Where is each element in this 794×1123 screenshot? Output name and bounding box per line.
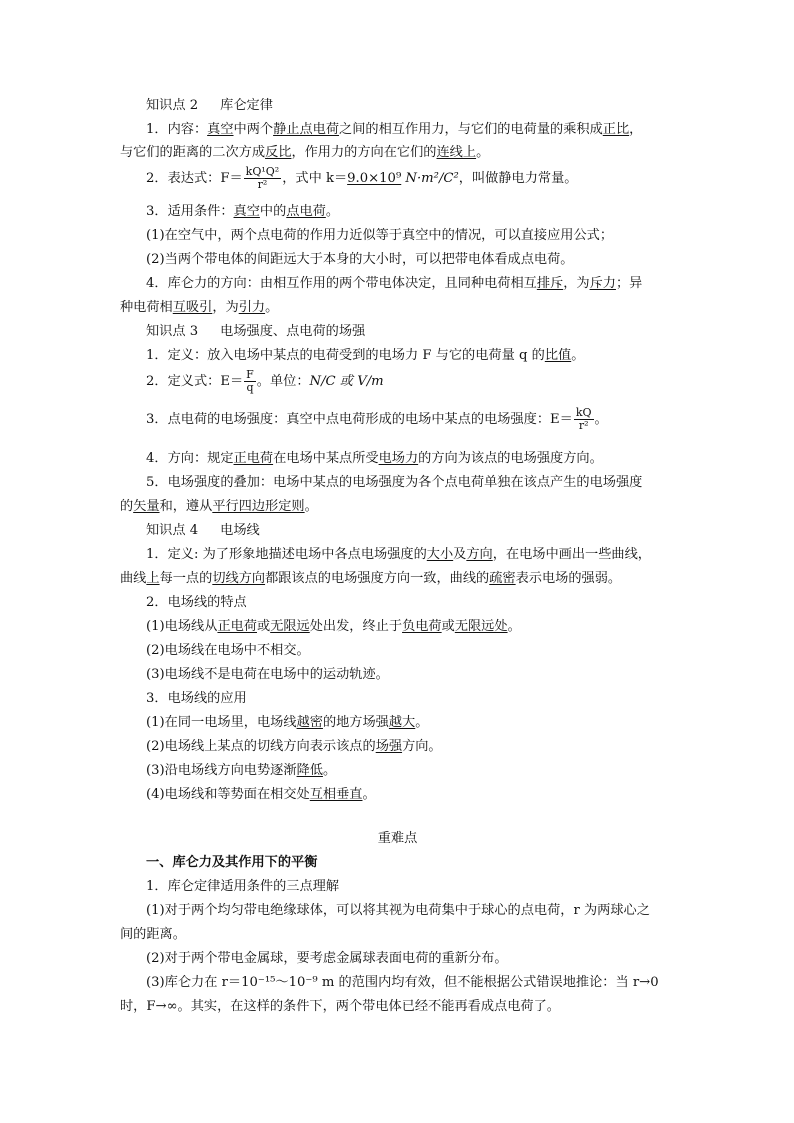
key-point-3a: (3)库仑力在 r＝10⁻¹⁵～10⁻⁹ m 的范围内均有效，但不能根据公式错误地推论：当 r→0 (146, 975, 659, 990)
k2-note-2: (2)当两个带电体的间距远大于本身的大小时，可以把带电体看成点电荷。 (146, 252, 574, 267)
k2-direction-line2: 种电荷相互吸引，为引力。 (120, 300, 279, 315)
key-section-1: 一、库仑力及其作用下的平衡 (146, 855, 318, 870)
section-title-k4: 知识点 4 电场线 (146, 523, 260, 538)
k2-note-1: (1)在空气中，两个点电荷的作用力近似等于真空中的情况，可以直接应用公式； (146, 228, 614, 243)
key-point-2: (2)对于两个带电金属球，要考虑金属球表面电荷的重新分布。 (146, 951, 508, 966)
k2-formula-line: 2．表达式：F＝ $\frac{\text{kQ¹Q²}}{\text{r²}}$ ，式中 k＝9.0×10⁹ N·m²/C²，叫做静电力常量。 (146, 165, 578, 192)
k4-application-3: (3)沿电场线方向电势逐渐降低。 (146, 763, 337, 778)
k3-superposition-line2: 的矢量和，遵从平行四边形定则。 (120, 499, 318, 514)
field-formula-fraction: $\frac{F}{q}$ (246, 368, 254, 395)
k2-content-line2: 与它们的距离的二次方成反比，作用力的方向在它们的连线上。 (120, 145, 490, 160)
k3-superposition-line1: 5．电场强度的叠加：电场中某点的电场强度为各个点电荷单独在该点产生的电场强度 (146, 475, 643, 490)
k3-point-charge-line: 3．点电荷的电场强度：真空中点电荷形成的电场中某点的电场强度：E＝ $\frac{kQ}{\text{r²}}$ 。 (146, 406, 608, 433)
section-title-k2: 知识点 2 库仑定律 (146, 98, 273, 113)
k4-definition-line2: 曲线上每一点的切线方向都跟该点的电场强度方向一致，曲线的疏密表示电场的强弱。 (120, 571, 622, 586)
k4-feature-2: (2)电场线在电场中不相交。 (146, 643, 310, 658)
k2-condition-line: 3．适用条件：真空中的点电荷。 (146, 204, 340, 219)
key-subheading-1: 1．库仑定律适用条件的三点理解 (146, 879, 340, 894)
k3-formula-line: 2．定义式：E＝ $\frac{F}{q}$ 。单位：N/C 或 V/m (146, 368, 384, 395)
k4-features-heading: 2．电场线的特点 (146, 595, 247, 610)
k2-content-line1: 1．内容：真空中两个静止点电荷之间的相互作用力，与它们的电荷量的乘积成正比， (146, 122, 643, 137)
key-point-1a: (1)对于两个均匀带电绝缘球体，可以将其视为电荷集中于球心的点电荷，r 为两球心之 (146, 903, 650, 918)
k4-definition-line1: 1．定义: 为了形象地描述电场中各点电场强度的大小及方向，在电场中画出一些曲线， (146, 547, 651, 562)
key-point-1b: 间的距离。 (120, 927, 186, 942)
k4-application-4: (4)电场线和等势面在相交处互相垂直。 (146, 787, 376, 802)
k4-feature-3: (3)电场线不是电荷在电场中的运动轨迹。 (146, 667, 389, 682)
k2-direction-line1: 4．库仑力的方向：由相互作用的两个带电体决定，且同种电荷相互排斥，为斥力；异 (146, 276, 643, 291)
k4-application-heading: 3．电场线的应用 (146, 691, 247, 706)
k4-application-2: (2)电场线上某点的切线方向表示该点的场强方向。 (146, 739, 442, 754)
k4-application-1: (1)在同一电场里，电场线越密的地方场强越大。 (146, 715, 429, 730)
key-points-heading: 重难点 (377, 831, 418, 846)
k4-feature-1: (1)电场线从正电荷或无限远处出发，终止于负电荷或无限远处。 (146, 619, 521, 634)
k3-direction-line: 4．方向：规定正电荷在电场中某点所受电场力的方向为该点的电场强度方向。 (146, 451, 603, 466)
coulomb-formula-fraction: $\frac{\text{kQ¹Q²}}{\text{r²}}$ (245, 165, 280, 192)
k3-definition: 1．定义：放入电场中某点的电荷受到的电场力 F 与它的电荷量 q 的比值。 (146, 348, 585, 363)
point-charge-formula-fraction: $\frac{kQ}{\text{r²}}$ (575, 406, 592, 433)
key-point-3b: 时，F→∞。其实，在这样的条件下，两个带电体已经不能再看成点电荷了。 (120, 999, 560, 1014)
section-title-k3: 知识点 3 电场强度、点电荷的场强 (146, 324, 366, 339)
